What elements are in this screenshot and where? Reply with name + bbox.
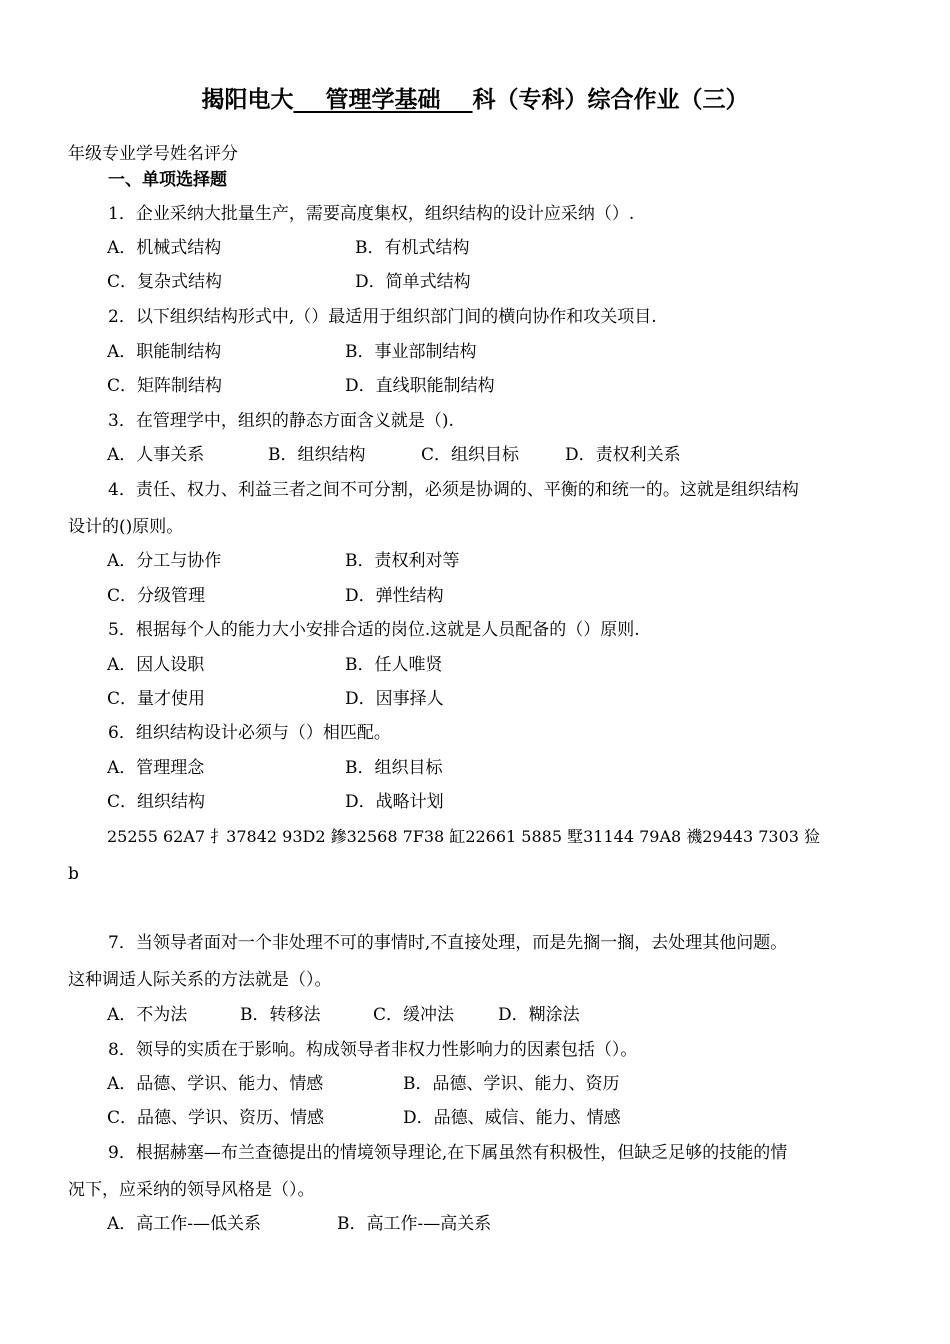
question-6-option-c: C．组织结构	[107, 792, 206, 812]
question-4-stem-line2: 设计的()原则。	[68, 517, 184, 537]
question-8-option-d: D．品德、威信、能力、情感	[403, 1108, 621, 1128]
question-3-option-c: C．组织目标	[421, 445, 520, 465]
question-8-option-b: B．品德、学识、能力、资历	[403, 1074, 620, 1094]
question-4-option-a: A．分工与协作	[107, 551, 222, 571]
question-6-stem: 6．组织结构设计必须与（）相匹配。	[108, 723, 391, 743]
question-5-option-a: A．因人设职	[107, 655, 205, 675]
question-9-option-b: B．高工作-—高关系	[337, 1214, 492, 1234]
noise-code-line: 25255 62A7 扌37842 93D2 鏒32568 7F38 缸22661 5885 墅31144 79A8 禨29443 7303 猃	[107, 827, 821, 846]
question-9-stem-line1: 9．根据赫塞—布兰查德提出的情境领导理论,在下属虽然有积极性，但缺乏足够的技能的情	[108, 1143, 788, 1163]
question-4-option-d: D．弹性结构	[345, 586, 444, 606]
question-3-stem: 3．在管理学中，组织的静态方面含义就是（).	[108, 411, 454, 431]
question-8-stem: 8．领导的实质在于影响。构成领导者非权力性影响力的因素包括（）。	[108, 1040, 638, 1060]
section-heading: 一、单项选择题	[108, 170, 227, 190]
question-9-stem-line2: 况下，应采纳的领导风格是（）。	[68, 1180, 315, 1200]
question-1-option-d: D．简单式结构	[355, 272, 471, 292]
question-6-option-d: D．战略计划	[345, 792, 444, 812]
question-2-stem: 2．以下组织结构形式中,（）最适用于组织部门间的横向协作和攻关项目.	[108, 307, 657, 327]
question-5-stem: 5．根据每个人的能力大小安排合适的岗位.这就是人员配备的（）原则.	[108, 620, 640, 640]
question-7-stem-line1: 7．当领导者面对一个非处理不可的事情时,不直接处理，而是先搁一搁，去处理其他问题。	[108, 933, 788, 953]
question-1-option-b: B．有机式结构	[355, 238, 470, 258]
question-1-option-a: A．机械式结构	[107, 238, 222, 258]
page-title	[0, 84, 950, 116]
question-2-option-c: C．矩阵制结构	[107, 376, 223, 396]
question-7-option-d: D．糊涂法	[498, 1005, 580, 1025]
header-info-line: 年级专业学号姓名评分	[68, 144, 238, 164]
question-5-option-b: B．任人唯贤	[345, 655, 443, 675]
question-2-option-b: B．事业部制结构	[345, 342, 477, 362]
question-4-stem-line1: 4．责任、权力、利益三者之间不可分割，必须是协调的、平衡的和统一的。这就是组织结构	[108, 480, 799, 500]
question-6-option-b: B．组织目标	[345, 758, 443, 778]
question-2-option-a: A．职能制结构	[107, 342, 222, 362]
question-2-option-d: D．直线职能制结构	[345, 376, 495, 396]
title-school: 揭阳电大	[201, 87, 294, 113]
question-8-option-c: C．品德、学识、资历、情感	[107, 1108, 325, 1128]
question-1-stem: 1．企业采纳大批量生产，需要高度集权，组织结构的设计应采纳（）.	[108, 204, 635, 224]
question-7-option-c: C．缓冲法	[373, 1005, 455, 1025]
title-tail: 科（专科）综合作业（三）	[472, 87, 749, 113]
question-3-option-b: B．组织结构	[268, 445, 366, 465]
question-3-option-a: A．人事关系	[107, 445, 205, 465]
question-7-stem-line2: 这种调适人际关系的方法就是（）。	[68, 970, 332, 990]
question-9-option-a: A．高工作-—低关系	[107, 1214, 262, 1234]
question-7-option-a: A．不为法	[107, 1005, 188, 1025]
question-4-option-c: C．分级管理	[107, 586, 206, 606]
question-8-option-a: A．品德、学识、能力、情感	[107, 1074, 324, 1094]
question-7-option-b: B．转移法	[240, 1005, 321, 1025]
title-course: 管理学基础	[325, 87, 441, 113]
question-4-option-b: B．责权利对等	[345, 551, 460, 571]
question-3-option-d: D．责权利关系	[565, 445, 681, 465]
question-1-option-c: C．复杂式结构	[107, 272, 223, 292]
question-5-option-d: D．因事择人	[345, 689, 444, 709]
question-5-option-c: C．量才使用	[107, 689, 206, 709]
question-6-option-a: A．管理理念	[107, 758, 205, 778]
noise-code-tail: b	[68, 864, 79, 884]
